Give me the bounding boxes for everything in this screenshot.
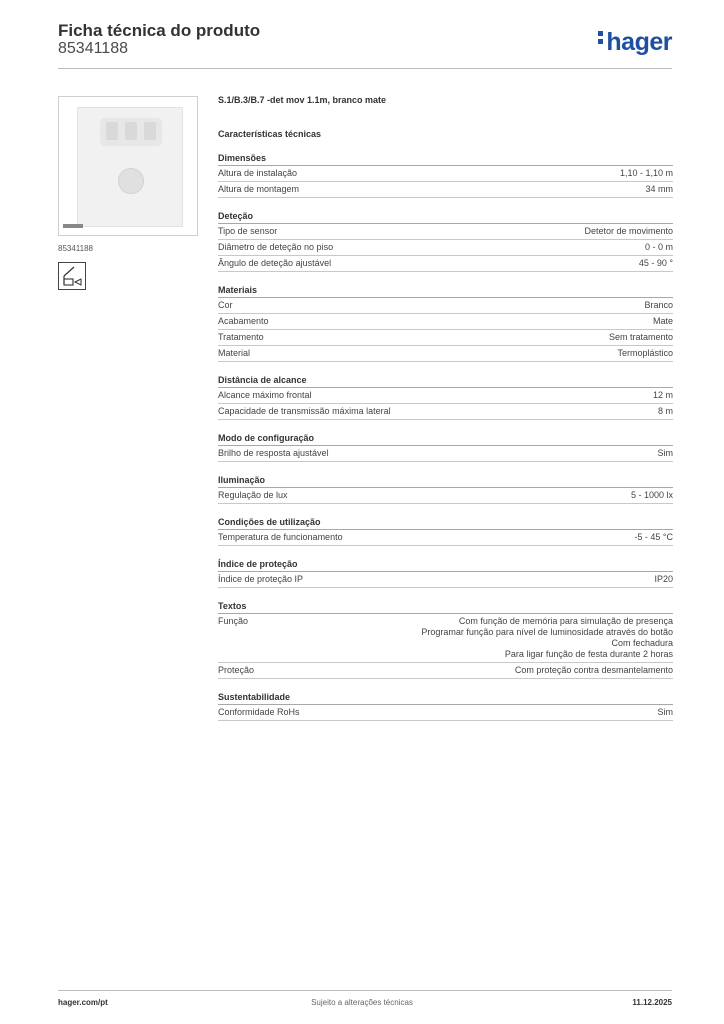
spec-label: Capacidade de transmissão máxima lateral [218,406,391,416]
hager-logo [598,28,672,57]
header-product-code: 85341188 [58,40,128,57]
section-heading: Sustentabilidade [218,691,673,705]
scale-bar-icon [63,224,83,228]
spec-section [218,284,673,362]
section-heading: Condições de utilização [218,516,673,530]
section-heading: Iluminação [218,474,673,488]
spec-value-line: -5 - 45 °C [634,532,673,542]
spec-row [218,346,673,362]
spec-value-line: 0 - 0 m [644,242,673,252]
spec-row [218,314,673,330]
spec-label: Acabamento [218,316,269,326]
spec-row [218,705,673,721]
side-product-code: 85341188 [58,244,93,253]
spec-label: Tratamento [218,332,264,342]
section-heading: Índice de proteção [218,558,673,572]
section-heading: Materiais [218,284,673,298]
header-title: Ficha técnica do produto [58,21,261,40]
logo-dots-icon [598,31,604,47]
spec-label: Alcance máximo frontal [218,390,312,400]
spec-section [218,152,673,198]
detector-plate [77,107,183,227]
footer-website[interactable]: hager.com/pt [58,998,108,1007]
spec-value [654,574,673,585]
spec-label: Conformidade RoHs [218,707,300,717]
spec-value [645,242,673,253]
detector-lens [100,118,162,146]
spec-label: Altura de montagem [218,184,300,194]
section-heading: Distância de alcance [218,374,673,388]
spec-label: Função [218,616,249,626]
product-name: S.1/B.3/B.7 -det mov 1.1m, branco mate [218,95,387,105]
spec-label: Ângulo de deteção ajustável [218,258,332,268]
spec-sheet [218,90,673,721]
spec-value [584,226,673,237]
spec-value-line: 1,10 - 1,10 m [619,168,673,178]
product-image [58,96,198,236]
spec-row [218,614,673,663]
mounting-symbol-icon [58,262,86,290]
spec-value [644,300,673,311]
spec-value [515,665,673,676]
spec-value [653,390,673,401]
spec-row [218,224,673,240]
spec-label: Regulação de lux [218,490,288,500]
spec-row [218,330,673,346]
spec-row [218,388,673,404]
spec-section [218,474,673,504]
spec-value [421,616,673,660]
section-heading: Deteção [218,210,673,224]
spec-label: Diâmetro de deteção no piso [218,242,334,252]
spec-value-line: 45 - 90 ° [638,258,673,268]
section-heading: Dimensões [218,152,673,166]
spec-value-line: Para ligar função de festa durante 2 horas [504,649,673,659]
detector-knob [118,168,144,194]
header-divider [58,68,672,69]
spec-section [218,210,673,272]
spec-section [218,516,673,546]
spec-label: Proteção [218,665,255,675]
spec-row [218,663,673,679]
spec-section [218,432,673,462]
section-heading: Modo de configuração [218,432,673,446]
spec-section [218,691,673,721]
footer-date: 11.12.2025 [632,998,672,1007]
spec-value [609,332,673,343]
spec-value-line: Detetor de movimento [584,226,673,236]
spec-label: Material [218,348,251,358]
spec-sections [218,152,673,721]
spec-row [218,488,673,504]
spec-value-line: 5 - 1000 lx [630,490,673,500]
spec-value-line: 34 mm [645,184,673,194]
spec-label: Tipo de sensor [218,226,278,236]
spec-value-line: Termoplástico [617,348,673,358]
spec-label: Altura de instalação [218,168,298,178]
characteristics-title: Características técnicas [218,129,322,139]
spec-row [218,256,673,272]
spec-value [617,348,673,359]
spec-value-line: 8 m [657,406,673,416]
spec-row [218,182,673,198]
spec-value-line: IP20 [654,574,673,584]
section-heading: Textos [218,600,673,614]
spec-value-line: Com proteção contra desmantelamento [514,665,673,675]
spec-row [218,240,673,256]
spec-label: Índice de proteção IP [218,574,304,584]
spec-value-line: Programar função para nível de luminosidade através do botão [421,627,673,637]
spec-value-line: Branco [644,300,673,310]
spec-section [218,558,673,588]
spec-value [634,532,673,543]
spec-value-line: Sim [657,707,673,717]
spec-value [653,316,673,327]
spec-section [218,600,673,679]
spec-value [645,184,673,195]
spec-label: Temperatura de funcionamento [218,532,343,542]
spec-row [218,446,673,462]
logo-text: hager [606,28,672,56]
spec-value [658,707,674,718]
spec-value [658,448,674,459]
spec-value [639,258,673,269]
spec-label: Cor [218,300,233,310]
spec-value-line: 12 m [652,390,673,400]
spec-value-line: Com função de memória para simulação de presença [458,616,673,626]
spec-value-line: Sem tratamento [608,332,673,342]
spec-row [218,572,673,588]
spec-label: Brilho de resposta ajustável [218,448,329,458]
spec-value [658,406,673,417]
spec-value-line: Sim [657,448,673,458]
spec-value-line: Mate [652,316,673,326]
spec-value-line: Com fechadura [611,638,673,648]
spec-row [218,404,673,420]
spec-section [218,374,673,420]
footer-divider [58,990,672,991]
spec-row [218,530,673,546]
spec-value [620,168,673,179]
spec-row [218,166,673,182]
spec-value [631,490,673,501]
spec-row [218,298,673,314]
footer-note: Sujeito a alterações técnicas [311,998,413,1007]
